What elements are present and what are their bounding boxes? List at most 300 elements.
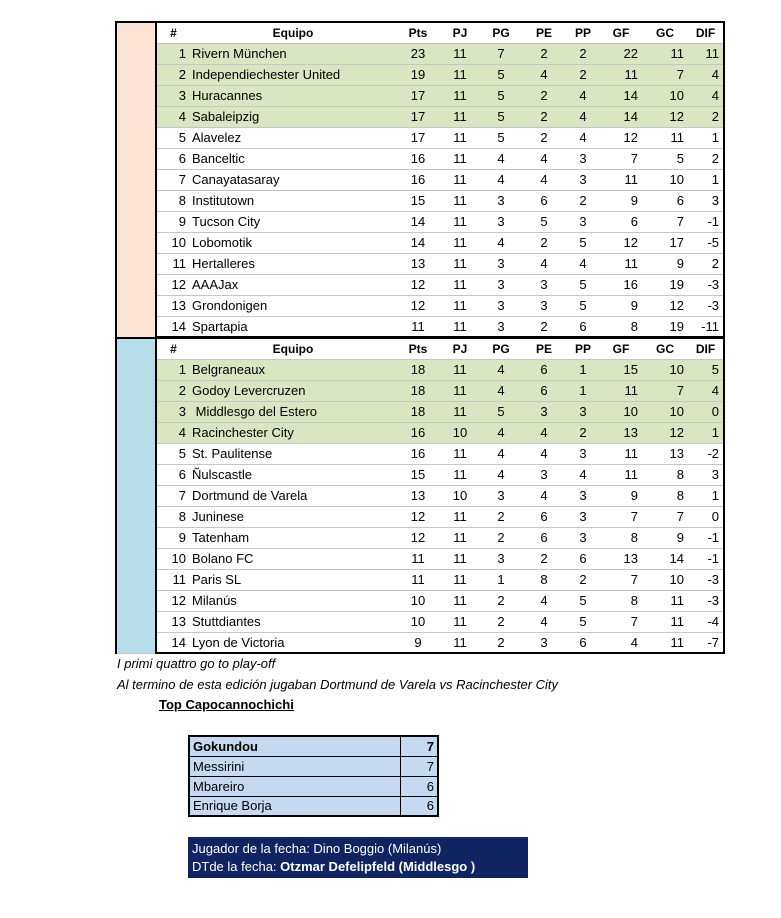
- cell-pe: 6: [522, 506, 566, 527]
- cell-dif: 1: [688, 127, 724, 148]
- cell-pe: 5: [522, 211, 566, 232]
- playoff-note: I primi quattro go to play-off: [117, 656, 276, 671]
- cell-pe: 2: [522, 127, 566, 148]
- cell-pp: 4: [566, 85, 600, 106]
- cell-equipo: Spartapia: [190, 316, 396, 337]
- cell-pos: 8: [156, 506, 190, 527]
- cell-gc: 19: [642, 274, 688, 295]
- cell-pg: 2: [480, 590, 522, 611]
- table-row: [116, 85, 724, 106]
- cell-pts: 23: [396, 43, 440, 64]
- cell-pts: 11: [396, 548, 440, 569]
- cell-pos: 7: [156, 169, 190, 190]
- cell-pj: 11: [440, 274, 480, 295]
- cell-pts: 12: [396, 527, 440, 548]
- scorer-row: [189, 756, 438, 776]
- cell-pe: 4: [522, 253, 566, 274]
- cell-gf: 7: [600, 506, 642, 527]
- cell-pp: 1: [566, 380, 600, 401]
- table-row: [116, 422, 724, 443]
- cell-pp: 4: [566, 464, 600, 485]
- cell-pts: 18: [396, 359, 440, 380]
- cell-gc: 14: [642, 548, 688, 569]
- cell-equipo: Institutown: [190, 190, 396, 211]
- cell-equipo: Belgraneaux: [190, 359, 396, 380]
- cell-pos: 2: [156, 64, 190, 85]
- cell-dif: 2: [688, 253, 724, 274]
- cell-pos: 11: [156, 253, 190, 274]
- cell-pts: 17: [396, 85, 440, 106]
- cell-pp: 5: [566, 274, 600, 295]
- cell-dif: 0: [688, 401, 724, 422]
- cell-equipo: Huracannes: [190, 85, 396, 106]
- cell-dif: 1: [688, 485, 724, 506]
- scorer-name: Enrique Borja: [189, 796, 400, 816]
- cell-equipo: AAAJax: [190, 274, 396, 295]
- group-2-body: [116, 338, 724, 653]
- cell-gc: 10: [642, 85, 688, 106]
- cell-dif: -5: [688, 232, 724, 253]
- cell-gf: 9: [600, 485, 642, 506]
- table-row: [116, 590, 724, 611]
- cell-pj: 11: [440, 232, 480, 253]
- cell-dif: -7: [688, 632, 724, 653]
- column-header-pts: Pts: [396, 22, 440, 43]
- cell-pos: 10: [156, 548, 190, 569]
- cell-pg: 2: [480, 506, 522, 527]
- cell-pos: 2: [156, 380, 190, 401]
- cell-gf: 14: [600, 85, 642, 106]
- cell-gf: 9: [600, 190, 642, 211]
- cell-gf: 11: [600, 380, 642, 401]
- cell-gc: 10: [642, 401, 688, 422]
- column-header-pe: PE: [522, 338, 566, 359]
- cell-pg: 4: [480, 464, 522, 485]
- table-row: [116, 274, 724, 295]
- column-header-gf: GF: [600, 22, 642, 43]
- cell-pp: 3: [566, 401, 600, 422]
- cell-pts: 13: [396, 485, 440, 506]
- cell-pj: 11: [440, 548, 480, 569]
- group-2-label-cell: [116, 338, 156, 653]
- cell-pp: 3: [566, 527, 600, 548]
- cell-pe: 2: [522, 106, 566, 127]
- table-row: [116, 295, 724, 316]
- cell-gc: 8: [642, 485, 688, 506]
- cell-dif: -1: [688, 548, 724, 569]
- table-row: [116, 359, 724, 380]
- column-header-pg: PG: [480, 338, 522, 359]
- cell-dif: -2: [688, 443, 724, 464]
- cell-pp: 4: [566, 253, 600, 274]
- closing-note: Al termino de esta edición jugaban Dortmund de Varela vs Racinchester City: [117, 677, 559, 692]
- cell-equipo: Milanús: [190, 590, 396, 611]
- cell-gc: 7: [642, 211, 688, 232]
- player-of-week-label: Jugador de la fecha:: [192, 841, 314, 856]
- cell-dif: -1: [688, 527, 724, 548]
- cell-pj: 10: [440, 422, 480, 443]
- cell-dif: -1: [688, 211, 724, 232]
- cell-pos: 9: [156, 527, 190, 548]
- cell-gf: 13: [600, 422, 642, 443]
- cell-pg: 3: [480, 295, 522, 316]
- cell-pg: 3: [480, 316, 522, 337]
- cell-dif: 3: [688, 190, 724, 211]
- cell-dif: 11: [688, 43, 724, 64]
- scorer-goals: 7: [400, 736, 438, 756]
- cell-pj: 11: [440, 295, 480, 316]
- cell-pg: 4: [480, 380, 522, 401]
- cell-pts: 17: [396, 127, 440, 148]
- cell-dif: 4: [688, 380, 724, 401]
- table-row: [116, 316, 724, 337]
- cell-pj: 11: [440, 64, 480, 85]
- cell-pos: 8: [156, 190, 190, 211]
- cell-pe: 6: [522, 380, 566, 401]
- cell-equipo: Lyon de Victoria: [190, 632, 396, 653]
- cell-pp: 1: [566, 359, 600, 380]
- cell-equipo: Middlesgo del Estero: [190, 401, 396, 422]
- coach-of-week-label: DTde la fecha:: [192, 859, 281, 874]
- cell-pg: 4: [480, 169, 522, 190]
- cell-pos: 4: [156, 422, 190, 443]
- cell-pp: 5: [566, 295, 600, 316]
- table-row: [116, 190, 724, 211]
- cell-gc: 12: [642, 422, 688, 443]
- cell-pe: 3: [522, 401, 566, 422]
- cell-gf: 7: [600, 611, 642, 632]
- cell-gf: 10: [600, 401, 642, 422]
- table-row: [116, 506, 724, 527]
- cell-gc: 19: [642, 316, 688, 337]
- cell-pe: 2: [522, 232, 566, 253]
- cell-pe: 4: [522, 590, 566, 611]
- group-2-table: [115, 337, 725, 654]
- cell-pg: 1: [480, 569, 522, 590]
- cell-pj: 11: [440, 148, 480, 169]
- scorer-row: [189, 796, 438, 816]
- cell-gc: 12: [642, 106, 688, 127]
- cell-equipo: Paris SL: [190, 569, 396, 590]
- cell-gf: 7: [600, 148, 642, 169]
- cell-equipo: Sabaleipzig: [190, 106, 396, 127]
- cell-pos: 12: [156, 590, 190, 611]
- cell-pg: 5: [480, 106, 522, 127]
- cell-pg: 3: [480, 190, 522, 211]
- cell-pe: 2: [522, 85, 566, 106]
- cell-pp: 6: [566, 632, 600, 653]
- table-row: [116, 443, 724, 464]
- cell-gf: 12: [600, 232, 642, 253]
- cell-equipo: Lobomotik: [190, 232, 396, 253]
- cell-pg: 4: [480, 422, 522, 443]
- table-row: [116, 148, 724, 169]
- cell-pts: 16: [396, 422, 440, 443]
- table-row: [116, 401, 724, 422]
- cell-pg: 2: [480, 611, 522, 632]
- table-row: [116, 106, 724, 127]
- cell-pe: 3: [522, 464, 566, 485]
- cell-equipo: Tucson City: [190, 211, 396, 232]
- scorer-row: [189, 776, 438, 796]
- cell-gf: 8: [600, 527, 642, 548]
- cell-gc: 10: [642, 169, 688, 190]
- column-header-pp: PP: [566, 22, 600, 43]
- cell-pp: 2: [566, 64, 600, 85]
- cell-gc: 11: [642, 127, 688, 148]
- cell-pj: 11: [440, 632, 480, 653]
- table-row: [116, 548, 724, 569]
- table-row: [116, 253, 724, 274]
- cell-pj: 11: [440, 464, 480, 485]
- table-row: [116, 485, 724, 506]
- cell-pj: 11: [440, 211, 480, 232]
- cell-dif: 2: [688, 148, 724, 169]
- cell-pts: 12: [396, 295, 440, 316]
- table-row: [116, 569, 724, 590]
- cell-equipo: Alavelez: [190, 127, 396, 148]
- cell-pp: 6: [566, 548, 600, 569]
- cell-gc: 17: [642, 232, 688, 253]
- cell-gf: 9: [600, 295, 642, 316]
- cell-pg: 3: [480, 548, 522, 569]
- cell-gf: 8: [600, 590, 642, 611]
- cell-gf: 12: [600, 127, 642, 148]
- cell-dif: -3: [688, 295, 724, 316]
- cell-equipo: Hertalleres: [190, 253, 396, 274]
- cell-gc: 7: [642, 506, 688, 527]
- cell-gf: 15: [600, 359, 642, 380]
- cell-pp: 6: [566, 316, 600, 337]
- cell-pj: 11: [440, 253, 480, 274]
- cell-pos: 6: [156, 464, 190, 485]
- cell-gc: 12: [642, 295, 688, 316]
- cell-pe: 2: [522, 548, 566, 569]
- cell-dif: -3: [688, 569, 724, 590]
- cell-pg: 5: [480, 85, 522, 106]
- cell-pts: 10: [396, 590, 440, 611]
- cell-gf: 6: [600, 211, 642, 232]
- cell-dif: 2: [688, 106, 724, 127]
- cell-equipo: Racinchester City: [190, 422, 396, 443]
- cell-gc: 11: [642, 43, 688, 64]
- cell-equipo: Tatenham: [190, 527, 396, 548]
- cell-pts: 17: [396, 106, 440, 127]
- table-row: [116, 64, 724, 85]
- cell-gc: 7: [642, 380, 688, 401]
- table-row: [116, 232, 724, 253]
- cell-pe: 4: [522, 64, 566, 85]
- cell-pp: 3: [566, 148, 600, 169]
- table-row: [116, 43, 724, 64]
- table-row: [116, 380, 724, 401]
- cell-gf: 13: [600, 548, 642, 569]
- cell-pos: 14: [156, 632, 190, 653]
- cell-dif: -3: [688, 274, 724, 295]
- cell-pts: 12: [396, 274, 440, 295]
- column-header-pos: #: [156, 338, 190, 359]
- cell-dif: 4: [688, 85, 724, 106]
- column-header-equipo: Equipo: [190, 338, 396, 359]
- column-header-pe: PE: [522, 22, 566, 43]
- column-header-pts: Pts: [396, 338, 440, 359]
- cell-pg: 4: [480, 148, 522, 169]
- cell-pos: 5: [156, 127, 190, 148]
- cell-pg: 2: [480, 632, 522, 653]
- cell-dif: -4: [688, 611, 724, 632]
- cell-gf: 22: [600, 43, 642, 64]
- cell-pj: 11: [440, 127, 480, 148]
- table-row: [116, 632, 724, 653]
- cell-pp: 4: [566, 127, 600, 148]
- cell-pj: 11: [440, 359, 480, 380]
- cell-pos: 13: [156, 295, 190, 316]
- scorer-row: [189, 736, 438, 756]
- scorer-goals: 7: [400, 756, 438, 776]
- group-1-label-cell: [116, 22, 156, 337]
- cell-pj: 11: [440, 190, 480, 211]
- cell-pg: 3: [480, 253, 522, 274]
- cell-gf: 11: [600, 443, 642, 464]
- column-header-gc: GC: [642, 22, 688, 43]
- column-header-pos: #: [156, 22, 190, 43]
- cell-pj: 11: [440, 85, 480, 106]
- cell-gf: 8: [600, 316, 642, 337]
- cell-pj: 10: [440, 485, 480, 506]
- cell-pp: 2: [566, 422, 600, 443]
- cell-pg: 5: [480, 64, 522, 85]
- cell-pos: 9: [156, 211, 190, 232]
- cell-pe: 2: [522, 316, 566, 337]
- column-header-gf: GF: [600, 338, 642, 359]
- cell-pe: 6: [522, 359, 566, 380]
- cell-pos: 1: [156, 43, 190, 64]
- scorer-goals: 6: [400, 796, 438, 816]
- cell-pg: 5: [480, 127, 522, 148]
- cell-gf: 11: [600, 64, 642, 85]
- cell-gc: 13: [642, 443, 688, 464]
- cell-pts: 14: [396, 211, 440, 232]
- cell-pts: 9: [396, 632, 440, 653]
- cell-pe: 4: [522, 422, 566, 443]
- cell-pp: 2: [566, 569, 600, 590]
- cell-gc: 11: [642, 590, 688, 611]
- cell-pp: 5: [566, 232, 600, 253]
- column-header-equipo: Equipo: [190, 22, 396, 43]
- table-row: [116, 127, 724, 148]
- cell-dif: -11: [688, 316, 724, 337]
- cell-pts: 15: [396, 190, 440, 211]
- cell-pts: 15: [396, 464, 440, 485]
- cell-pe: 4: [522, 169, 566, 190]
- cell-gf: 11: [600, 253, 642, 274]
- cell-gc: 9: [642, 253, 688, 274]
- cell-pj: 11: [440, 106, 480, 127]
- cell-gc: 10: [642, 359, 688, 380]
- cell-pts: 18: [396, 380, 440, 401]
- table-row: [116, 464, 724, 485]
- table-row: [116, 611, 724, 632]
- cell-pp: 3: [566, 485, 600, 506]
- cell-equipo: St. Paulitense: [190, 443, 396, 464]
- cell-pg: 4: [480, 443, 522, 464]
- cell-gc: 6: [642, 190, 688, 211]
- cell-dif: -3: [688, 590, 724, 611]
- cell-dif: 0: [688, 506, 724, 527]
- cell-dif: 1: [688, 422, 724, 443]
- table-row: [116, 527, 724, 548]
- cell-gc: 9: [642, 527, 688, 548]
- cell-gf: 11: [600, 464, 642, 485]
- cell-equipo: Grondonigen: [190, 295, 396, 316]
- cell-pg: 7: [480, 43, 522, 64]
- cell-pos: 10: [156, 232, 190, 253]
- scorer-goals: 6: [400, 776, 438, 796]
- cell-pj: 11: [440, 443, 480, 464]
- cell-pts: 18: [396, 401, 440, 422]
- scorer-name: Messirini: [189, 756, 400, 776]
- cell-pe: 3: [522, 295, 566, 316]
- cell-pts: 16: [396, 148, 440, 169]
- table-row: [116, 169, 724, 190]
- scorer-name: Gokundou: [189, 736, 400, 756]
- player-of-week-value: Dino Boggio (Milanús): [313, 841, 442, 856]
- cell-pg: 4: [480, 232, 522, 253]
- cell-pp: 3: [566, 169, 600, 190]
- cell-pj: 11: [440, 611, 480, 632]
- cell-pe: 6: [522, 527, 566, 548]
- cell-pg: 5: [480, 401, 522, 422]
- cell-pe: 4: [522, 485, 566, 506]
- cell-pj: 11: [440, 401, 480, 422]
- cell-equipo: Godoy Levercruzen: [190, 380, 396, 401]
- cell-pg: 4: [480, 359, 522, 380]
- scorer-name: Mbareiro: [189, 776, 400, 796]
- cell-gc: 7: [642, 64, 688, 85]
- cell-pts: 16: [396, 443, 440, 464]
- cell-equipo: Banceltic: [190, 148, 396, 169]
- cell-gf: 11: [600, 169, 642, 190]
- cell-equipo: Juninese: [190, 506, 396, 527]
- cell-gc: 11: [642, 611, 688, 632]
- cell-pp: 3: [566, 443, 600, 464]
- group-1-table: [115, 21, 725, 338]
- cell-pp: 2: [566, 43, 600, 64]
- cell-pp: 3: [566, 211, 600, 232]
- coach-of-week-value: Otzmar Defelipfeld (Middlesgo ): [280, 859, 476, 874]
- top-scorers-table: [188, 735, 439, 817]
- cell-pp: 3: [566, 506, 600, 527]
- top-scorers-title: Top Capocannochichi: [159, 697, 294, 712]
- cell-pos: 6: [156, 148, 190, 169]
- cell-dif: 5: [688, 359, 724, 380]
- cell-equipo: Canayatasaray: [190, 169, 396, 190]
- cell-pts: 14: [396, 232, 440, 253]
- cell-pts: 12: [396, 506, 440, 527]
- cell-pos: 11: [156, 569, 190, 590]
- cell-pe: 4: [522, 148, 566, 169]
- cell-gf: 4: [600, 632, 642, 653]
- cell-pos: 12: [156, 274, 190, 295]
- cell-pos: 13: [156, 611, 190, 632]
- cell-equipo: Dortmund de Varela: [190, 485, 396, 506]
- column-header-dif: DIF: [688, 338, 724, 359]
- cell-pp: 5: [566, 611, 600, 632]
- cell-gc: 10: [642, 569, 688, 590]
- cell-pts: 11: [396, 316, 440, 337]
- header-row: [116, 22, 724, 43]
- cell-pe: 4: [522, 443, 566, 464]
